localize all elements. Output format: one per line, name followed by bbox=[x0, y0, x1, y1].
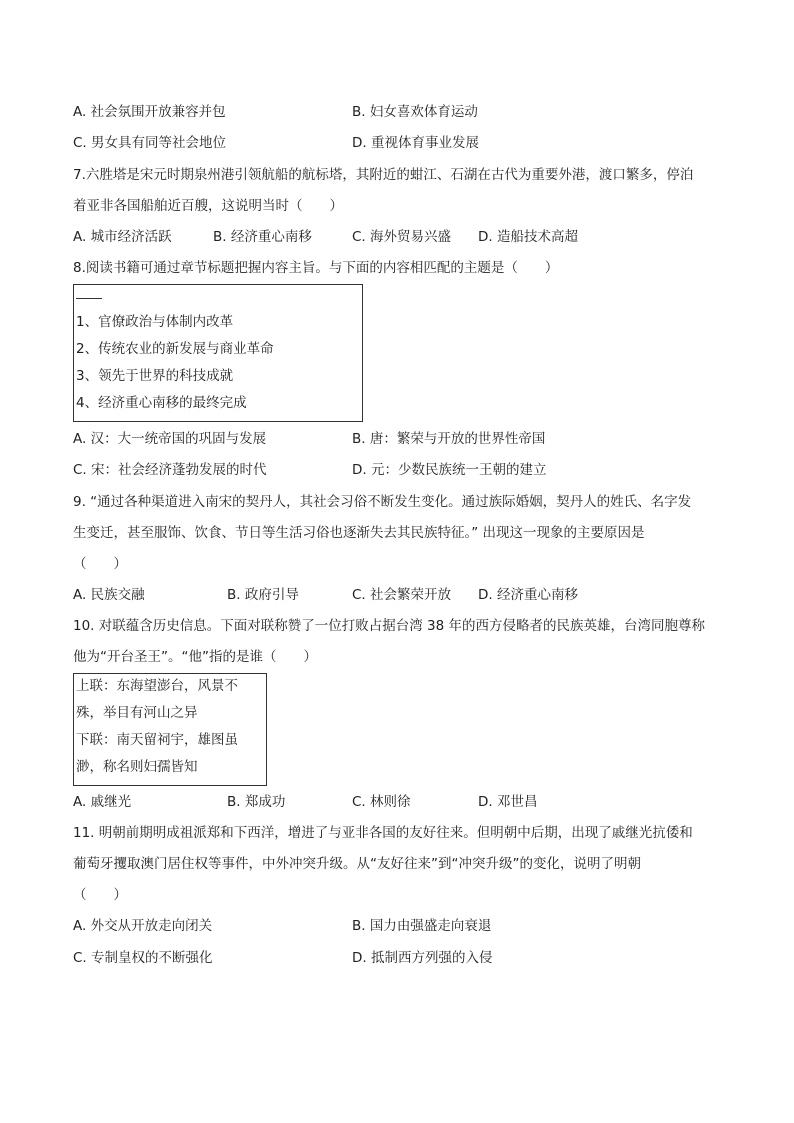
q9-option-d[interactable]: D. 经济重心南移 bbox=[478, 587, 578, 603]
q10-stem-line-2: 他为“开台圣王”。“他”指的是谁（ ） bbox=[73, 649, 317, 665]
q6-option-b[interactable]: B. 妇女喜欢体育运动 bbox=[352, 104, 478, 120]
q8-box-dash bbox=[76, 298, 102, 299]
q11-stem-line-2: 葡萄牙攫取澳门居住权等事件，中外冲突升级。从“友好往来”到“冲突升级”的变化，说明了明朝 bbox=[73, 856, 641, 872]
q7-option-a[interactable]: A. 城市经济活跃 bbox=[73, 229, 172, 245]
q8-option-d[interactable]: D. 元：少数民族统一王朝的建立 bbox=[352, 462, 547, 478]
q8-option-c[interactable]: C. 宋：社会经济蓬勃发展的时代 bbox=[73, 462, 267, 478]
q7-option-c[interactable]: C. 海外贸易兴盛 bbox=[352, 229, 452, 245]
q9-option-a[interactable]: A. 民族交融 bbox=[73, 587, 145, 603]
q9-stem-line-2: 生变迁，甚至服饰、饮食、节日等生活习俗也逐渐失去其民族特征。” 出现这一现象的主要原因是 bbox=[73, 525, 645, 541]
q10-option-b[interactable]: B. 郑成功 bbox=[227, 794, 286, 810]
q11-option-c[interactable]: C. 专制皇权的不断强化 bbox=[73, 950, 213, 966]
q10-option-a[interactable]: A. 戚继光 bbox=[73, 794, 132, 810]
q9-stem-line-3: （ ） bbox=[73, 556, 127, 572]
q7-stem-line-2: 着亚非各国船舶近百艘，这说明当时（ ） bbox=[73, 198, 343, 214]
q10-option-c[interactable]: C. 林则徐 bbox=[352, 794, 411, 810]
q11-stem-line-3: （ ） bbox=[73, 887, 127, 903]
q8-chapter-box bbox=[73, 284, 363, 422]
q10-couplet-box bbox=[73, 673, 267, 786]
q6-option-a[interactable]: A. 社会氛围开放兼容并包 bbox=[73, 104, 226, 120]
q11-option-a[interactable]: A. 外交从开放走向闭关 bbox=[73, 918, 213, 934]
q10-option-d[interactable]: D. 邓世昌 bbox=[478, 794, 538, 810]
q8-stem-line-1: 8.阅读书籍可通过章节标题把握内容主旨。与下面的内容相匹配的主题是（ ） bbox=[73, 260, 559, 276]
q9-stem-line-1: 9. “通过各种渠道进入南宋的契丹人，其社会习俗不断发生变化。通过族际婚姻，契丹人的姓氏、名字发 bbox=[73, 494, 692, 510]
q11-option-d[interactable]: D. 抵制西方列强的入侵 bbox=[352, 950, 493, 966]
q8-option-b[interactable]: B. 唐：繁荣与开放的世界性帝国 bbox=[352, 431, 546, 447]
q10-couplet-line-1: 上联：东海望澎台，风景不 bbox=[76, 678, 238, 694]
q6-option-d[interactable]: D. 重视体育事业发展 bbox=[352, 135, 479, 151]
q11-option-b[interactable]: B. 国力由强盛走向衰退 bbox=[352, 918, 492, 934]
q8-option-a[interactable]: A. 汉：大一统帝国的巩固与发展 bbox=[73, 431, 267, 447]
q10-couplet-line-3: 下联：南天留祠宇，雄图虽 bbox=[76, 732, 238, 748]
q7-stem-line-1: 7.六胜塔是宋元时期泉州港引领航船的航标塔，其附近的蚶江、石湖在古代为重要外港，渡口繁多，停泊 bbox=[73, 167, 694, 183]
q11-stem-line-1: 11. 明朝前期明成祖派郑和下西洋，增进了与亚非各国的友好往来。但明朝中后期，出现了戚继光抗倭和 bbox=[73, 825, 693, 841]
q10-couplet-line-2: 殊，举目有河山之异 bbox=[76, 705, 198, 721]
q10-couplet-line-4: 渺，称名则妇孺皆知 bbox=[76, 759, 198, 775]
q9-option-c[interactable]: C. 社会繁荣开放 bbox=[352, 587, 452, 603]
q6-option-c[interactable]: C. 男女具有同等社会地位 bbox=[73, 135, 227, 151]
q8-box-line-2: 2、传统农业的新发展与商业革命 bbox=[76, 341, 274, 357]
q9-option-b[interactable]: B. 政府引导 bbox=[227, 587, 299, 603]
q8-box-line-4: 4、经济重心南移的最终完成 bbox=[76, 395, 247, 411]
q8-box-line-1: 1、官僚政治与体制内改革 bbox=[76, 314, 234, 330]
q7-option-b[interactable]: B. 经济重心南移 bbox=[213, 229, 312, 245]
q7-option-d[interactable]: D. 造船技术高超 bbox=[478, 229, 578, 245]
q10-stem-line-1: 10. 对联蕴含历史信息。下面对联称赞了一位打败占据台湾 38 年的西方侵略者的民族英雄，台湾同胞尊称 bbox=[73, 618, 706, 634]
q8-box-line-3: 3、领先于世界的科技成就 bbox=[76, 368, 234, 384]
